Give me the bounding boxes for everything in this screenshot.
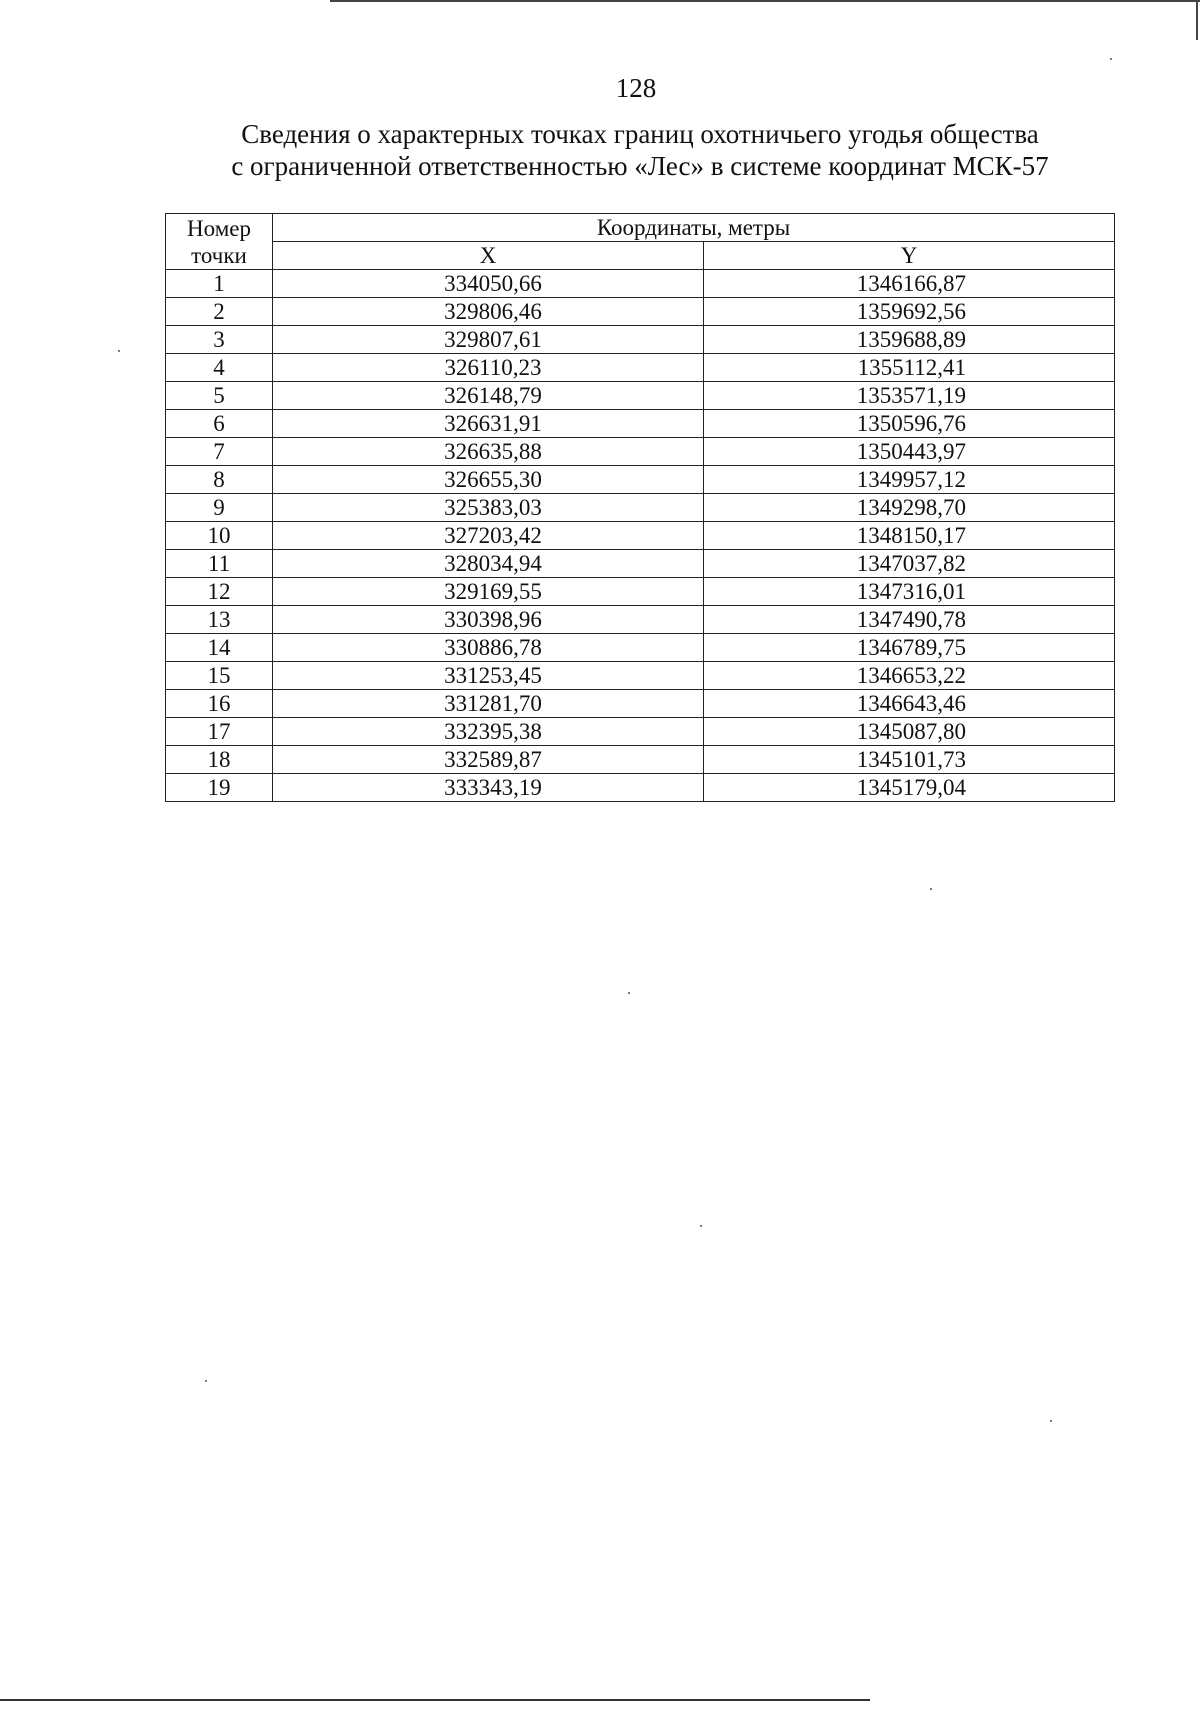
coordinates-table: [165, 213, 1115, 802]
scan-edge-top: [330, 0, 1200, 2]
y-coordinate-cell: 1347490,78: [704, 606, 1115, 634]
title-line-2: с ограниченной ответственностью «Лес» в системе координат МСК-57: [231, 151, 1049, 181]
point-number-cell: 5: [166, 382, 273, 410]
point-number-cell: 15: [166, 662, 273, 690]
coordinates-header: Координаты, метры: [273, 214, 1115, 242]
table-row: [166, 326, 1115, 354]
table-row: [166, 634, 1115, 662]
scan-speck: [1050, 1420, 1052, 1422]
table-row: [166, 438, 1115, 466]
point-header-line-1: Номер: [187, 215, 251, 241]
scan-edge-bottom: [0, 1699, 870, 1701]
point-number-cell: 6: [166, 410, 273, 438]
point-number-cell: 16: [166, 690, 273, 718]
table-body: [166, 270, 1115, 802]
x-coordinate-cell: 331281,70: [273, 690, 704, 718]
document-title: [160, 118, 1120, 182]
table-row: [166, 522, 1115, 550]
table-row: [166, 746, 1115, 774]
y-coordinate-cell: 1347037,82: [704, 550, 1115, 578]
x-coordinate-cell: 325383,03: [273, 494, 704, 522]
point-number-cell: 3: [166, 326, 273, 354]
x-coordinate-cell: 333343,19: [273, 774, 704, 802]
x-coordinate-cell: 326631,91: [273, 410, 704, 438]
point-number-cell: 2: [166, 298, 273, 326]
table-row: [166, 494, 1115, 522]
point-number-cell: 17: [166, 718, 273, 746]
x-coordinate-cell: 326655,30: [273, 466, 704, 494]
table-row: [166, 690, 1115, 718]
y-coordinate-cell: 1349298,70: [704, 494, 1115, 522]
point-number-header: [166, 214, 273, 270]
x-header: X: [273, 242, 704, 270]
x-coordinate-cell: 332395,38: [273, 718, 704, 746]
scan-speck: [930, 888, 932, 890]
point-number-cell: 10: [166, 522, 273, 550]
table-row: [166, 270, 1115, 298]
x-coordinate-cell: 334050,66: [273, 270, 704, 298]
y-coordinate-cell: 1346643,46: [704, 690, 1115, 718]
table-subheader-row: [166, 242, 1115, 270]
x-coordinate-cell: 327203,42: [273, 522, 704, 550]
table-row: [166, 298, 1115, 326]
x-coordinate-cell: 329806,46: [273, 298, 704, 326]
point-number-cell: 1: [166, 270, 273, 298]
point-number-cell: 8: [166, 466, 273, 494]
y-coordinate-cell: 1350596,76: [704, 410, 1115, 438]
y-coordinate-cell: 1345101,73: [704, 746, 1115, 774]
table-row: [166, 410, 1115, 438]
point-number-cell: 13: [166, 606, 273, 634]
point-header-line-2: точки: [191, 242, 247, 268]
scan-speck: [118, 350, 120, 352]
table-row: [166, 662, 1115, 690]
x-coordinate-cell: 330398,96: [273, 606, 704, 634]
scan-speck: [1110, 58, 1112, 60]
point-number-cell: 9: [166, 494, 273, 522]
table-row: [166, 606, 1115, 634]
x-coordinate-cell: 329807,61: [273, 326, 704, 354]
y-coordinate-cell: 1346653,22: [704, 662, 1115, 690]
y-coordinate-cell: 1349957,12: [704, 466, 1115, 494]
x-coordinate-cell: 329169,55: [273, 578, 704, 606]
scan-speck: [628, 992, 630, 994]
y-coordinate-cell: 1355112,41: [704, 354, 1115, 382]
y-coordinate-cell: 1353571,19: [704, 382, 1115, 410]
x-coordinate-cell: 331253,45: [273, 662, 704, 690]
point-number-cell: 12: [166, 578, 273, 606]
point-number-cell: 14: [166, 634, 273, 662]
scan-edge-right: [1196, 0, 1198, 40]
table-row: [166, 718, 1115, 746]
x-coordinate-cell: 326635,88: [273, 438, 704, 466]
y-coordinate-cell: 1350443,97: [704, 438, 1115, 466]
y-coordinate-cell: 1359688,89: [704, 326, 1115, 354]
table-row: [166, 382, 1115, 410]
point-number-cell: 11: [166, 550, 273, 578]
x-coordinate-cell: 332589,87: [273, 746, 704, 774]
y-coordinate-cell: 1345179,04: [704, 774, 1115, 802]
y-coordinate-cell: 1346789,75: [704, 634, 1115, 662]
table-header-row: [166, 214, 1115, 242]
point-number-cell: 19: [166, 774, 273, 802]
y-coordinate-cell: 1346166,87: [704, 270, 1115, 298]
y-coordinate-cell: 1348150,17: [704, 522, 1115, 550]
x-coordinate-cell: 326148,79: [273, 382, 704, 410]
table-row: [166, 578, 1115, 606]
point-number-cell: 18: [166, 746, 273, 774]
scan-speck: [205, 1380, 207, 1382]
x-coordinate-cell: 330886,78: [273, 634, 704, 662]
y-header: Y: [704, 242, 1115, 270]
y-coordinate-cell: 1345087,80: [704, 718, 1115, 746]
table-row: [166, 354, 1115, 382]
page-number: 128: [615, 73, 657, 103]
table-row: [166, 466, 1115, 494]
x-coordinate-cell: 328034,94: [273, 550, 704, 578]
point-number-cell: 4: [166, 354, 273, 382]
x-coordinate-cell: 326110,23: [273, 354, 704, 382]
point-number-cell: 7: [166, 438, 273, 466]
title-line-1: Сведения о характерных точках границ охотничьего угодья общества: [241, 119, 1039, 149]
y-coordinate-cell: 1359692,56: [704, 298, 1115, 326]
table-row: [166, 550, 1115, 578]
y-coordinate-cell: 1347316,01: [704, 578, 1115, 606]
table-row: [166, 774, 1115, 802]
scan-speck: [700, 1225, 702, 1227]
